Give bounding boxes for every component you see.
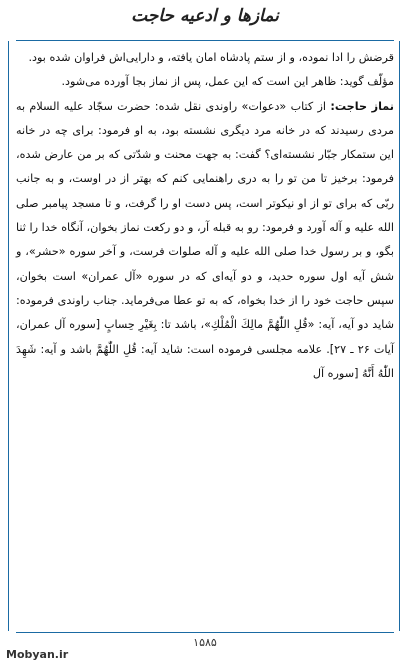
paragraph-text: از کتاب «دعوات» راوندی نقل شده: حضرت سجّاد علیه السلام به مردی رسیدند که در خانه مرد دیگری نشسته بود، به او فرمود: برای چه در خانه این ستمکار جبّار نشسته‌ای؟ گفت: به جهت محنت و شدّتی که بر من عارض شده، فرمود: برخیز تا من تو را به دری راهنمایی کنم که بهتر از در اوست، و به جانب ربّی که برای تو از او نیکوتر است، پس دست او را گرفت، و تا مسجد پیامبر صلی الله علیه و آله آورد و فرمود: رو به قبله آر، و دو رکعت نماز بخوان، آنگاه خدا را ثنا بگو، و بر رسول خدا صلی الله علیه و آله صلوات فرست، و آخر سوره «حشر»، و شش آیه اول سوره حدید، و دو آیه‌ای که در سوره «آل عمران» است بخوان، سپس حاجت خود را از خدا بخواه، که به تو عطا می‌فرماید. جناب راوندی فرموده: شاید دو آیه، آیه: «قُلِ اللّٰهُمَّ مالِكَ الْمُلْكِ»، باشد تا: بِغَيْرِ حِسابٍ [سوره آل عمران، آیات ۲۶ ـ ۲۷]. علامه مجلسی فرموده است: شاید آیه: قُلِ اللّٰهُمَّ باشد و آیه: شَهِدَ اللّٰهُ أَنَّهُ [سوره آل xyxy=(16,99,394,380)
watermark-text: Mobyan.ir xyxy=(6,648,69,661)
paragraph xyxy=(16,46,394,70)
paragraph xyxy=(16,70,394,94)
page-header xyxy=(0,0,410,44)
page-title: نمازها و ادعیه حاجت xyxy=(131,6,279,26)
page-number: ۱۵۸۵ xyxy=(193,636,217,649)
paragraph xyxy=(16,95,394,387)
body-text xyxy=(16,46,394,386)
paragraph-text: مؤلّف گوید: ظاهر این است که این عمل، پس از نماز بجا آورده می‌شود. xyxy=(61,75,394,89)
footer-rule xyxy=(16,632,394,633)
paragraph-text: قرضش را ادا نموده، و از ستم پادشاه امان یافته، و دارایی‌اش فراوان شده بود. xyxy=(28,51,394,64)
paragraph-heading: نماز حاجت: xyxy=(330,99,394,113)
